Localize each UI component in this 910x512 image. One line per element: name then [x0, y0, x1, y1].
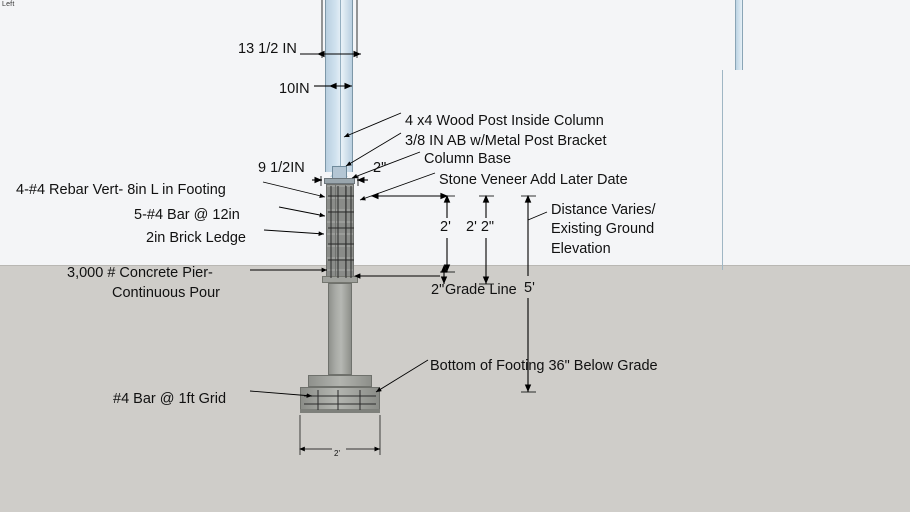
dim-base-offset-label: 2"	[373, 160, 387, 176]
annotation-distance-varies-1: Distance Varies/	[551, 202, 656, 218]
rebar-horizontal-ties	[328, 196, 354, 260]
annotation-column-base: Column Base	[424, 151, 512, 167]
annotation-bar-grid: #4 Bar @ 1ft Grid	[113, 391, 227, 407]
dim-footing-width	[300, 415, 380, 455]
leader-bottom-footing	[376, 360, 428, 392]
leader-rebar-vert	[263, 182, 325, 197]
leader-bar-12in	[279, 207, 325, 216]
annotation-grade-line: Grade Line	[445, 282, 517, 298]
dim-pier-2ft-2in	[479, 196, 494, 284]
dim-base-width-label: 9 1/2IN	[258, 160, 305, 176]
annotation-bottom-of-footing: Bottom of Footing 36" Below Grade	[430, 358, 658, 374]
leader-existing-ground	[528, 212, 547, 220]
annotation-distance-varies-3: Elevation	[551, 241, 611, 257]
rebar-vertical-bars	[331, 186, 351, 278]
dim-footing-width-label: 2'	[334, 449, 340, 458]
dim-total-depth-label: 5'	[524, 280, 535, 296]
dim-pier-2ft-label: 2'	[440, 219, 451, 235]
annotation-brick-ledge: 2in Brick Ledge	[146, 230, 246, 246]
leader-brick-ledge	[264, 230, 324, 234]
dim-column-width-label: 13 1/2 IN	[238, 41, 297, 57]
annotation-stone-veneer: Stone Veneer Add Later Date	[439, 172, 628, 188]
annotation-concrete-pier-2: Continuous Pour	[112, 285, 221, 301]
footing-grid-bars	[304, 390, 376, 410]
annotation-bar-12in: 5-#4 Bar @ 12in	[134, 207, 240, 223]
annotation-rebar-vert: 4-#4 Rebar Vert- 8in L in Footing	[16, 182, 226, 198]
annotation-anchor-bolt: 3/8 IN AB w/Metal Post Bracket	[405, 133, 607, 149]
leader-bar-grid	[250, 391, 312, 396]
annotation-distance-varies-2: Existing Ground	[551, 221, 655, 237]
dim-column-width	[300, 0, 361, 58]
dim-grade-offset-label: 2"	[431, 282, 445, 298]
leader-wood-post	[344, 113, 401, 137]
viewport-orientation-label: Left	[2, 1, 15, 8]
annotation-wood-post: 4 x4 Wood Post Inside Column	[405, 113, 604, 129]
annotation-concrete-pier-1: 3,000 # Concrete Pier-	[67, 265, 213, 281]
dim-base-width	[312, 176, 368, 186]
dim-pier-2ft-2in-label: 2' 2"	[466, 219, 495, 235]
dim-post-width-label: 10IN	[279, 81, 310, 97]
